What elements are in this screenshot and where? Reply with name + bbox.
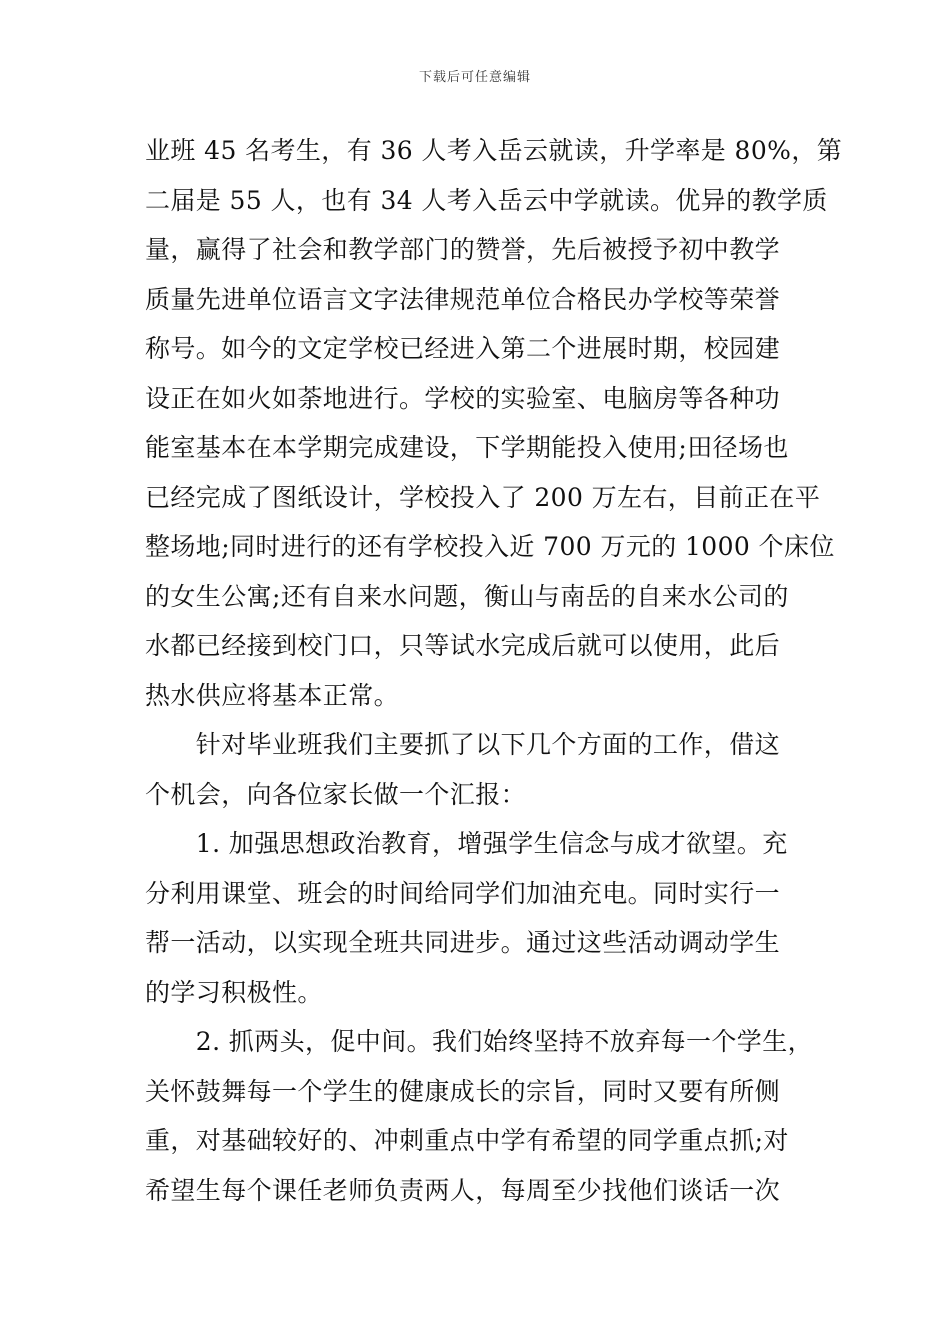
text-line: 帮一活动，以实现全班共同进步。通过这些活动调动学生 [145,928,781,957]
text-line: 能室基本在本学期完成建设，下学期能投入使用;田径场也 [145,433,789,462]
text-line: 1. 加强思想政治教育，增强学生信念与成才欲望。充 [145,829,788,858]
text-line: 质量先进单位语言文字法律规范单位合格民办学校等荣誉 [145,284,781,314]
paragraph [145,126,843,720]
text-line: 量，赢得了社会和教学部门的赞誉，先后被授予初中教学 [145,235,781,264]
text-line: 针对毕业班我们主要抓了以下几个方面的工作，借这 [145,730,781,759]
text-line: 热水供应将基本正常。 [145,680,400,710]
text-line: 已经完成了图纸设计，学校投入了 200 万左右，目前正在平 [145,482,821,512]
text-line: 整场地;同时进行的还有学校投入近 700 万元的 1000 个床位 [145,532,835,561]
page-header: 下载后可任意编辑 [418,70,531,85]
text-line: 业班 45 名考生，有 36 人考入岳云就读，升学率是 80%，第 [145,136,843,165]
document-body [145,126,843,1215]
paragraph [145,1017,814,1215]
text-line: 个机会，向各位家长做一个汇报： [145,779,527,809]
text-line: 关怀鼓舞每一个学生的健康成长的宗旨，同时又要有所侧 [145,1076,781,1106]
paragraph [145,819,810,1017]
text-line: 2. 抓两头，促中间。我们始终坚持不放弃每一个学生， [145,1027,814,1056]
text-line: 的学习积极性。 [145,977,323,1007]
text-line: 重，对基础较好的、冲刺重点中学有希望的同学重点抓;对 [145,1126,789,1155]
text-line: 称号。如今的文定学校已经进入第二个进展时期，校园建 [145,334,781,363]
text-line: 希望生每个课任老师负责两人，每周至少找他们谈话一次 [145,1175,781,1205]
paragraph [145,720,810,819]
text-line: 二届是 55 人，也有 34 人考入岳云中学就读。优异的教学质 [145,185,828,215]
text-line: 设正在如火如荼地进行。学校的实验室、电脑房等各种功 [145,383,781,413]
text-line: 水都已经接到校门口，只等试水完成后就可以使用，此后 [145,631,781,660]
text-line: 分利用课堂、班会的时间给同学们加油充电。同时实行一 [145,878,781,908]
text-line: 的女生公寓;还有自来水问题，衡山与南岳的自来水公司的 [145,581,789,611]
